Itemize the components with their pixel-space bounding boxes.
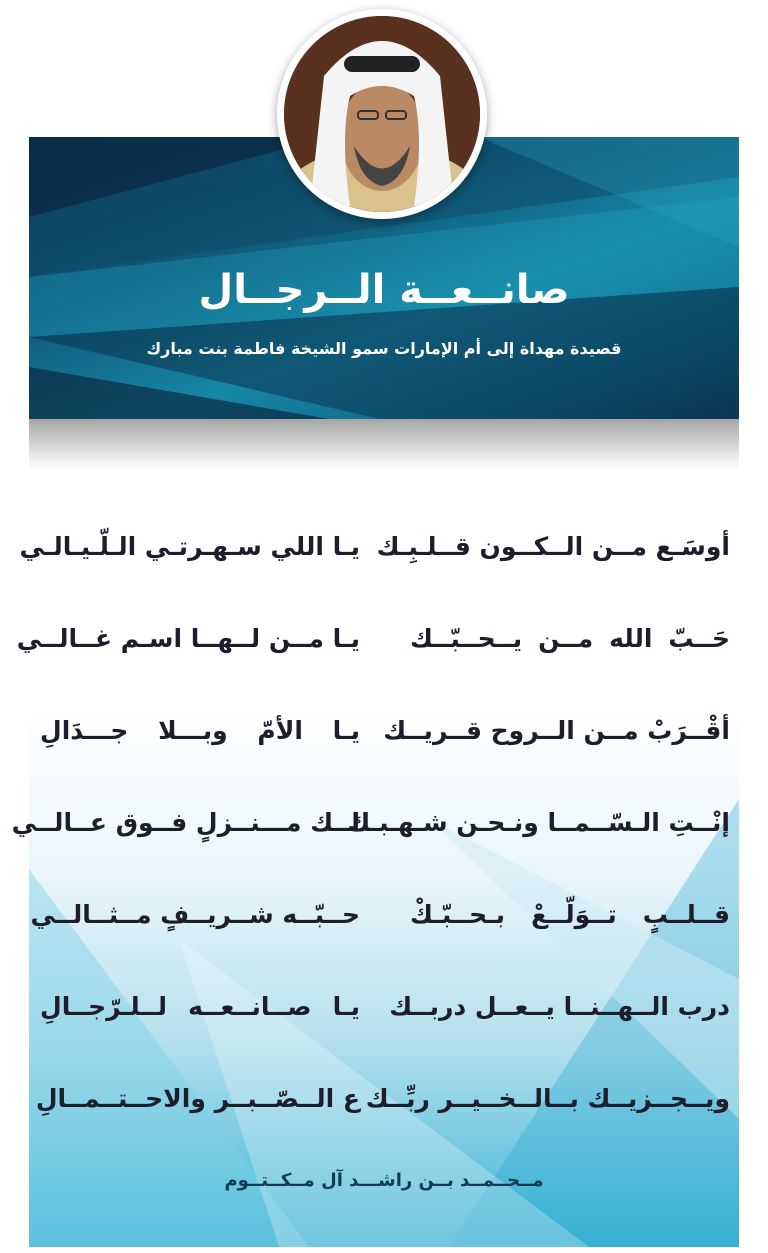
- verse-left: يـا مــن لــهــا اسـم غــالــي: [16, 623, 360, 653]
- banner-shadow: [29, 419, 739, 469]
- verse-right: قــلــبٍ تــوَلّــعْ بـحــبّـكْ: [410, 899, 730, 929]
- portrait-avatar: [277, 9, 487, 219]
- verse-row: [11, 776, 730, 868]
- verse-left: يـا اللي سـهـرتـي الـلّـيـالـي: [19, 531, 360, 561]
- verse-row: [16, 592, 730, 684]
- verse-left: لــك مـــنــزلٍ فــوق عــالــي: [11, 807, 360, 837]
- verse-row: [19, 500, 730, 592]
- poem-verses: [11, 500, 730, 1144]
- verse-left: حــبّــه شــريــفٍ مــثــالــي: [30, 899, 360, 929]
- poet-signature: مــحــمــد بــن راشـــد آل مــكــتــوم: [224, 1170, 544, 1191]
- verse-row: [35, 1052, 730, 1144]
- verse-right: حَــبّ الله مــن يــحــبّــك: [410, 623, 730, 653]
- verse-right: أقْــرَبْ مــن الــروح قــريــك: [383, 715, 730, 745]
- portrait-photo-icon: [284, 16, 480, 212]
- verse-left: يـا صــانــعــه لــلـرّجــالِ: [40, 991, 360, 1021]
- verse-row: [40, 960, 730, 1052]
- verse-row: [30, 868, 730, 960]
- verse-left: ع الــصّــبــر والاحــتــمــالِ: [35, 1083, 360, 1113]
- verse-right: ويــجــزيــك بــالــخــيــر ربِّــك: [365, 1083, 730, 1113]
- verse-right: أوسَـع مــن الــكــون قــلـبِـك: [376, 531, 730, 561]
- verse-right: درب الــهــنــا يــعــل دربــك: [389, 991, 730, 1021]
- verse-left: يـا الأمّ وبـــلا جـــدَالِ: [40, 715, 360, 745]
- page-title: صانــعــة الــرجــال: [198, 267, 570, 313]
- verse-row: [40, 684, 730, 776]
- page-subtitle: قصيدة مهداة إلى أم الإمارات سمو الشيخة فاطمة بنت مبارك: [146, 339, 622, 358]
- verse-right: إنْــتِ الـسّــمــا ونـحـن شـهـبـك: [347, 807, 730, 837]
